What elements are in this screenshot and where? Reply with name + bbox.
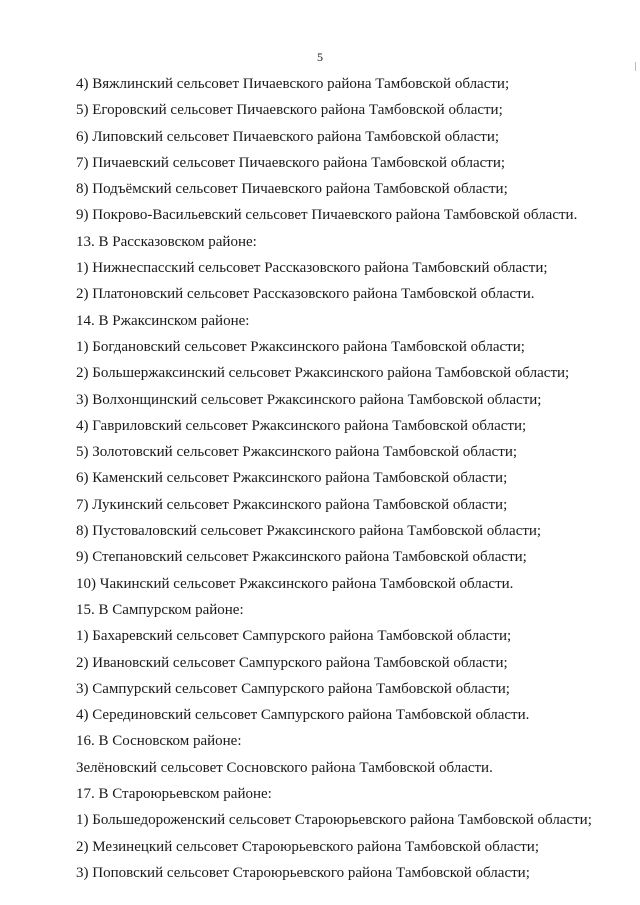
list-item-kamensky: 6) Каменский сельсовет Ржаксинского района Тамбовской области; (76, 470, 508, 487)
list-item-seredinovsky: 4) Серединовский сельсовет Сампурского района Тамбовской области. (76, 707, 530, 724)
document-body (76, 71, 632, 886)
list-item-pichaevsky: 7) Пичаевский сельсовет Пичаевского района Тамбовской области; (76, 154, 506, 171)
page-number: 5 (317, 50, 323, 64)
list-item-lipovsky: 6) Липовский сельсовет Пичаевского района Тамбовской области; (76, 128, 500, 145)
list-item-stepanovsky: 9) Степановский сельсовет Ржаксинского района Тамбовской области; (76, 549, 527, 566)
list-item-ivanovsky: 2) Ивановский сельсовет Сампурского района Тамбовской области; (76, 654, 508, 671)
list-item-volkhonshchinsky: 3) Волхонщинский сельсовет Ржаксинского района Тамбовской области; (76, 391, 542, 408)
list-item-bogdanovsky: 1) Богдановский сельсовет Ржаксинского района Тамбовской области; (76, 338, 525, 355)
list-item-bakharevsky: 1) Бахаревский сельсовет Сампурского района Тамбовской области; (76, 628, 512, 645)
section-heading-staroyuryevo: 17. В Староюрьевском районе: (76, 786, 272, 803)
list-item-pustovalovsky: 8) Пустоваловский сельсовет Ржаксинского района Тамбовской области; (76, 523, 542, 540)
list-item-mezinetsky: 2) Мезинецкий сельсовет Староюрьевского района Тамбовской области; (76, 838, 539, 855)
list-item-vyazhlinsky: 4) Вяжлинский сельсовет Пичаевского района Тамбовской области; (76, 76, 510, 92)
list-item-zelenovsky: Зелёновский сельсовет Сосновского района Тамбовской области. (76, 759, 493, 776)
list-item-bolsherzhaksinsky: 2) Большержаксинский сельсовет Ржаксинского района Тамбовской области; (76, 365, 570, 382)
list-item-zolotovsky: 5) Золотовский сельсовет Ржаксинского района Тамбовской области; (76, 444, 518, 461)
list-item-lukinsky: 7) Лукинский сельсовет Ржаксинского района Тамбовской области; (76, 496, 508, 513)
section-heading-rasskazovo: 13. В Рассказовском районе: (76, 233, 257, 250)
list-item-gavrilovsky: 4) Гавриловский сельсовет Ржаксинского района Тамбовской области; (76, 417, 527, 434)
section-heading-sosnovka: 16. В Сосновском районе: (76, 733, 242, 750)
list-item-chakinsky: 10) Чакинский сельсовет Ржаксинского района Тамбовской области. (76, 575, 514, 592)
list-item-popovsky: 3) Поповский сельсовет Староюрьевского района Тамбовской области; (76, 864, 530, 881)
list-item-pokrovo-vasilievsky: 9) Покрово-Васильевский сельсовет Пичаевского района Тамбовской области. (76, 207, 578, 224)
section-heading-rzhaksa: 14. В Ржаксинском районе: (76, 312, 250, 329)
list-item-nizhnespassky: 1) Нижнеспасский сельсовет Рассказовского района Тамбовский области; (76, 260, 548, 277)
scan-edge-mark (631, 62, 636, 71)
list-item-sampursky: 3) Сампурский сельсовет Сампурского района Тамбовской области; (76, 680, 510, 697)
list-item-platonovsky: 2) Платоновский сельсовет Рассказовского района Тамбовской области. (76, 286, 535, 303)
list-item-bolshedorozhensky: 1) Большедороженский сельсовет Староюрьевского района Тамбовской области; (76, 812, 592, 829)
list-item-egorovsky: 5) Егоровский сельсовет Пичаевского района Тамбовской области; (76, 102, 503, 119)
list-item-podyomsky: 8) Подъёмский сельсовет Пичаевского района Тамбовской области; (76, 181, 508, 198)
section-heading-sampur: 15. В Сампурском районе: (76, 601, 244, 618)
